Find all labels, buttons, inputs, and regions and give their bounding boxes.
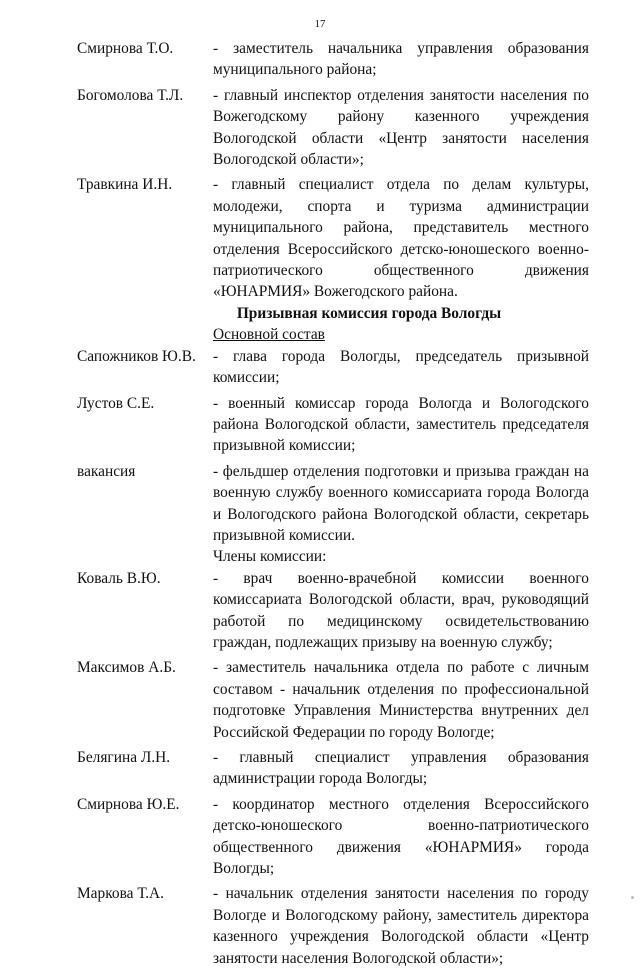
person-role: - заместитель начальника отдела по работе с личным составом - начальник отделения по профессиональной подготовке Управления Министерства внутренних дел Российской Федерации по городу Вологде; xyxy=(213,659,589,741)
list-item xyxy=(77,38,589,81)
scan-dot xyxy=(631,896,634,899)
person-name: Травкина И.Н. xyxy=(77,176,173,194)
person-name: Лустов С.Е. xyxy=(77,394,155,412)
person-name: Богомолова Т.Л. xyxy=(77,86,184,104)
person-role: - координатор местного отделения Всероссийского детско-юношеского военно-патриотического общественного движения «ЮНАРМИЯ» города Вологды; xyxy=(213,795,589,878)
person-role: - военный комиссар города Вологда и Вологодского района Вологодской области, заместитель председателя призывной комиссии; xyxy=(213,394,589,455)
section-title: Призывная комиссия города Вологды xyxy=(236,304,502,322)
main-composition-label: Основной состав xyxy=(213,326,325,344)
person-role: - фельдшер отделения подготовки и призыва граждан на военную службу военного комиссариата города Вологда и Вологодского района Вологодской области, секретарь призывной комиссии. xyxy=(213,462,589,544)
page-number: 17 xyxy=(314,18,326,30)
person-name: Смирнова Ю.Е. xyxy=(77,795,180,813)
person-role: - врач военно-врачебной комиссии военного комиссариата Вологодской области, врач, руководящий работой по медицинскому освидетельствованию граждан, подлежащих призыву на военную службу; xyxy=(213,569,589,651)
list-item xyxy=(77,393,589,457)
list-item xyxy=(77,174,589,302)
list-item xyxy=(77,85,589,171)
person-role: - главный специалист управления образования администрации города Вологды; xyxy=(213,749,589,788)
person-name: Максимов А.Б. xyxy=(77,659,176,677)
person-role: - начальник отделения занятости населения по городу Вологде и Вологодскому району, заместитель директора казенного учреждения Вологодской области «Центр занятости населения Вологодской области»; xyxy=(213,885,589,967)
person-name: Смирнова Т.О. xyxy=(77,40,174,57)
list-item xyxy=(77,346,589,389)
person-name: Коваль В.Ю. xyxy=(77,569,161,587)
person-role: - глава города Вологды, председатель призывной комиссии; xyxy=(213,347,589,387)
list-item xyxy=(77,568,589,654)
person-role: - главный инспектор отделения занятости населения по Вожегодскому району казенного учреждения Вологодской области «Центр занятости населения Вологодской области»; xyxy=(213,86,589,169)
person-role: - заместитель начальника управления образования муниципального района; xyxy=(213,40,589,79)
list-item xyxy=(77,794,589,880)
list-item xyxy=(77,461,589,547)
list-item xyxy=(77,747,589,790)
person-name: Белягина Л.Н. xyxy=(77,749,171,766)
person-role: - главный специалист отдела по делам культуры, молодежи, спорта и туризма администрации муниципального района, представитель местного отделения Всероссийского детско-юношеского военно-патриотического общественного движения «ЮНАРМИЯ» Вожегодского района. xyxy=(213,176,589,301)
person-name: вакансия xyxy=(77,462,136,480)
person-name: Маркова Т.А. xyxy=(77,885,165,903)
list-item xyxy=(77,657,589,743)
members-label: Члены комиссии: xyxy=(213,548,327,566)
person-name: Сапожников Ю.В. xyxy=(77,347,196,365)
document-body xyxy=(77,38,589,969)
list-item xyxy=(77,883,589,969)
